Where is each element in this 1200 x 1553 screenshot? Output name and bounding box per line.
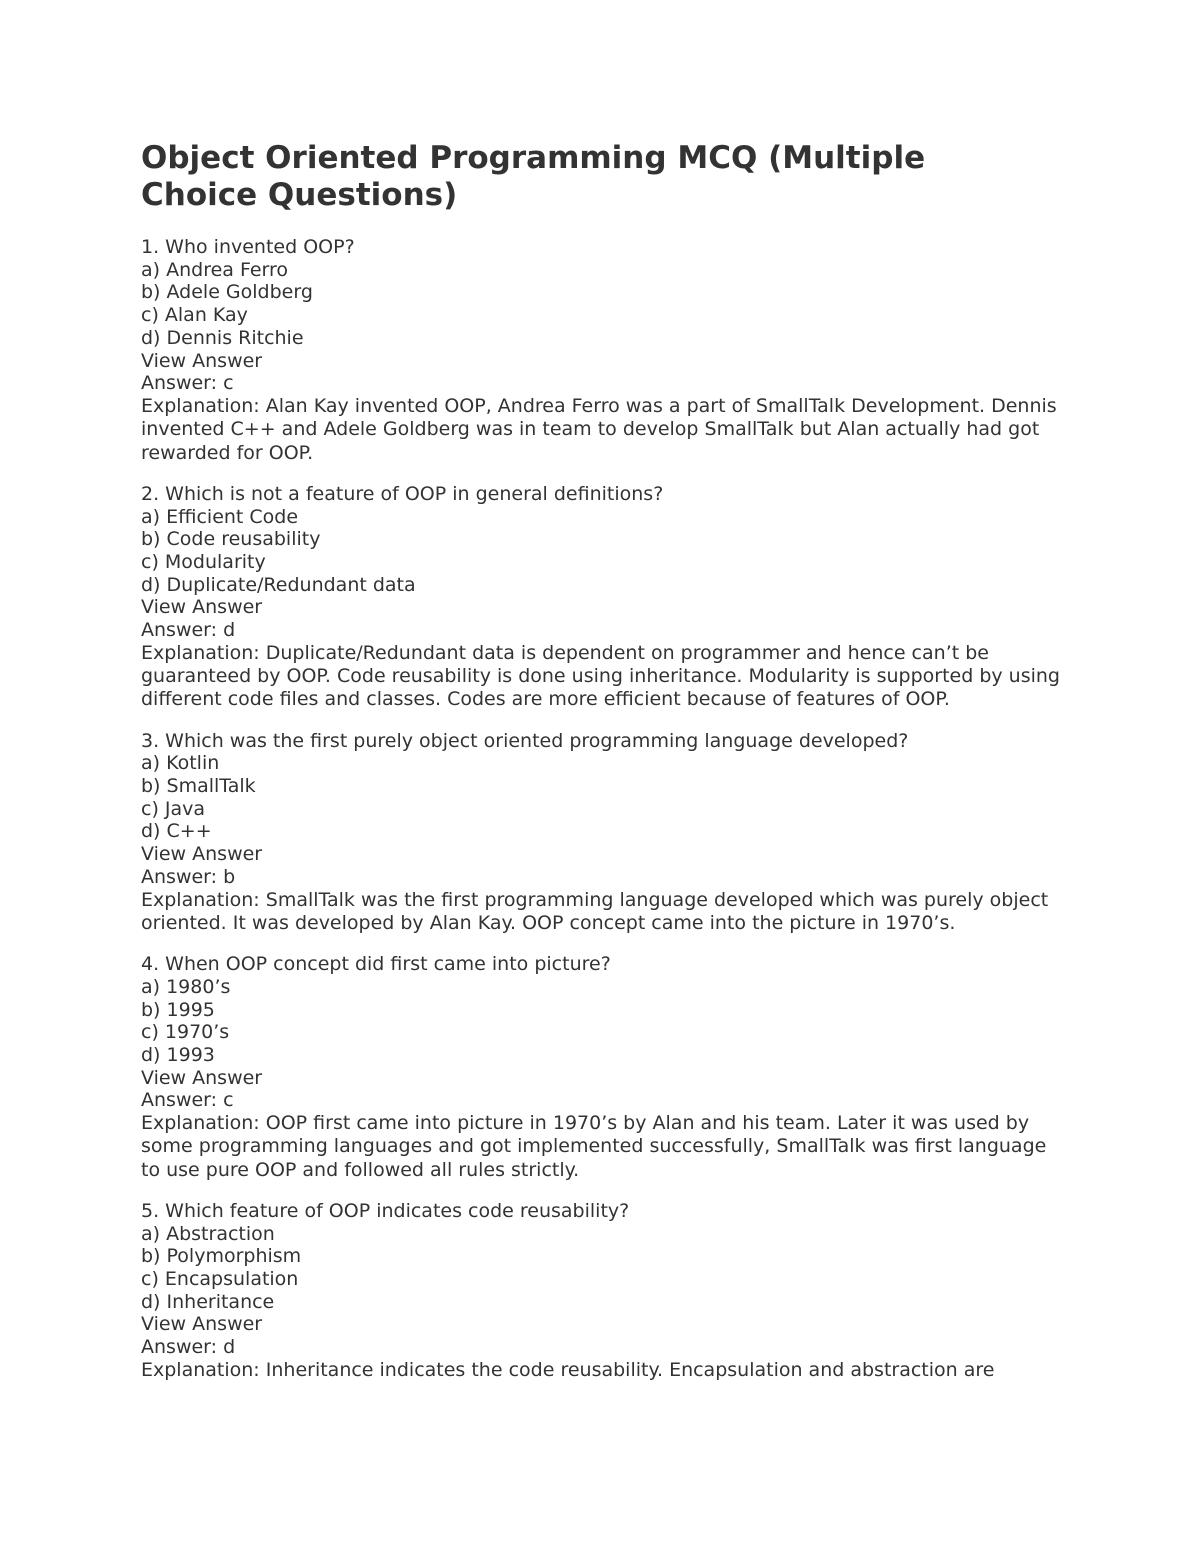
- view-answer-link[interactable]: View Answer: [141, 1066, 263, 1089]
- answer-text: Answer: d: [141, 1336, 236, 1359]
- document-page: [141, 140, 1081, 1400]
- option-b: b) SmallTalk: [141, 775, 256, 798]
- view-answer-link[interactable]: View Answer: [141, 1313, 263, 1336]
- explanation-text: Explanation: SmallTalk was the first programming language developed which was purely object oriented. It was developed by Alan Kay. OOP concept came into the picture in 1970’s.: [141, 888, 1049, 934]
- question-block-5: [141, 1200, 1081, 1382]
- option-d: d) Inheritance: [141, 1290, 275, 1313]
- view-answer-link[interactable]: View Answer: [141, 349, 263, 372]
- option-b: b) Polymorphism: [141, 1245, 302, 1268]
- option-a: a) 1980’s: [141, 975, 231, 998]
- option-d: d) Duplicate/Redundant data: [141, 573, 416, 596]
- view-answer-link[interactable]: View Answer: [141, 843, 263, 866]
- option-a: a) Efficient Code: [141, 505, 299, 528]
- option-d: d) C++: [141, 820, 212, 843]
- option-d: d) 1993: [141, 1043, 215, 1066]
- question-block-3: [141, 730, 1081, 936]
- explanation-text: Explanation: Alan Kay invented OOP, Andrea Ferro was a part of SmallTalk Development. Dennis invented C++ and Adele Goldberg was in team to develop SmallTalk but Alan actually had got rewarded for OOP.: [141, 394, 1057, 464]
- option-c: c) Encapsulation: [141, 1268, 299, 1291]
- answer-text: Answer: b: [141, 865, 236, 888]
- explanation-text: Explanation: OOP first came into picture in 1970’s by Alan and his team. Later it was used by some programming languages and got implemented successfully, SmallTalk was first language to use pure OOP and followed all rules strictly.: [141, 1112, 1047, 1181]
- option-a: a) Andrea Ferro: [141, 258, 289, 281]
- answer-text: Answer: c: [141, 372, 234, 395]
- question-text: 1. Who invented OOP?: [141, 236, 355, 258]
- option-c: c) Alan Kay: [141, 304, 248, 327]
- question-block-4: [141, 953, 1081, 1182]
- question-block-2: [141, 483, 1081, 712]
- question-text: 2. Which is not a feature of OOP in general definitions?: [141, 482, 664, 505]
- option-b: b) Adele Goldberg: [141, 281, 313, 304]
- answer-text: Answer: d: [141, 619, 236, 642]
- option-a: a) Kotlin: [141, 752, 220, 775]
- question-text: 5. Which feature of OOP indicates code reusability?: [141, 1199, 630, 1222]
- question-text: 4. When OOP concept did first came into picture?: [141, 953, 611, 976]
- option-c: c) Modularity: [141, 550, 266, 573]
- option-c: c) Java: [141, 797, 206, 820]
- option-b: b) 1995: [141, 998, 215, 1021]
- option-b: b) Code reusability: [141, 528, 321, 551]
- explanation-text: Explanation: Duplicate/Redundant data is dependent on programmer and hence can’t be guaranteed by OOP. Code reusability is done using inheritance. Modularity is supported by using different code files and classes. Codes are more efficient because of features of OOP.: [141, 641, 1060, 711]
- page-title: Object Oriented Programming MCQ (Multiple Choice Questions): [141, 140, 926, 213]
- view-answer-link[interactable]: View Answer: [141, 596, 263, 619]
- question-block-1: [141, 236, 1081, 465]
- explanation-text: Explanation: Inheritance indicates the code reusability. Encapsulation and abstraction are: [141, 1358, 995, 1381]
- option-d: d) Dennis Ritchie: [141, 326, 304, 349]
- answer-text: Answer: c: [141, 1089, 234, 1112]
- option-c: c) 1970’s: [141, 1021, 230, 1044]
- question-text: 3. Which was the first purely object oriented programming language developed?: [141, 729, 909, 752]
- option-a: a) Abstraction: [141, 1222, 275, 1245]
